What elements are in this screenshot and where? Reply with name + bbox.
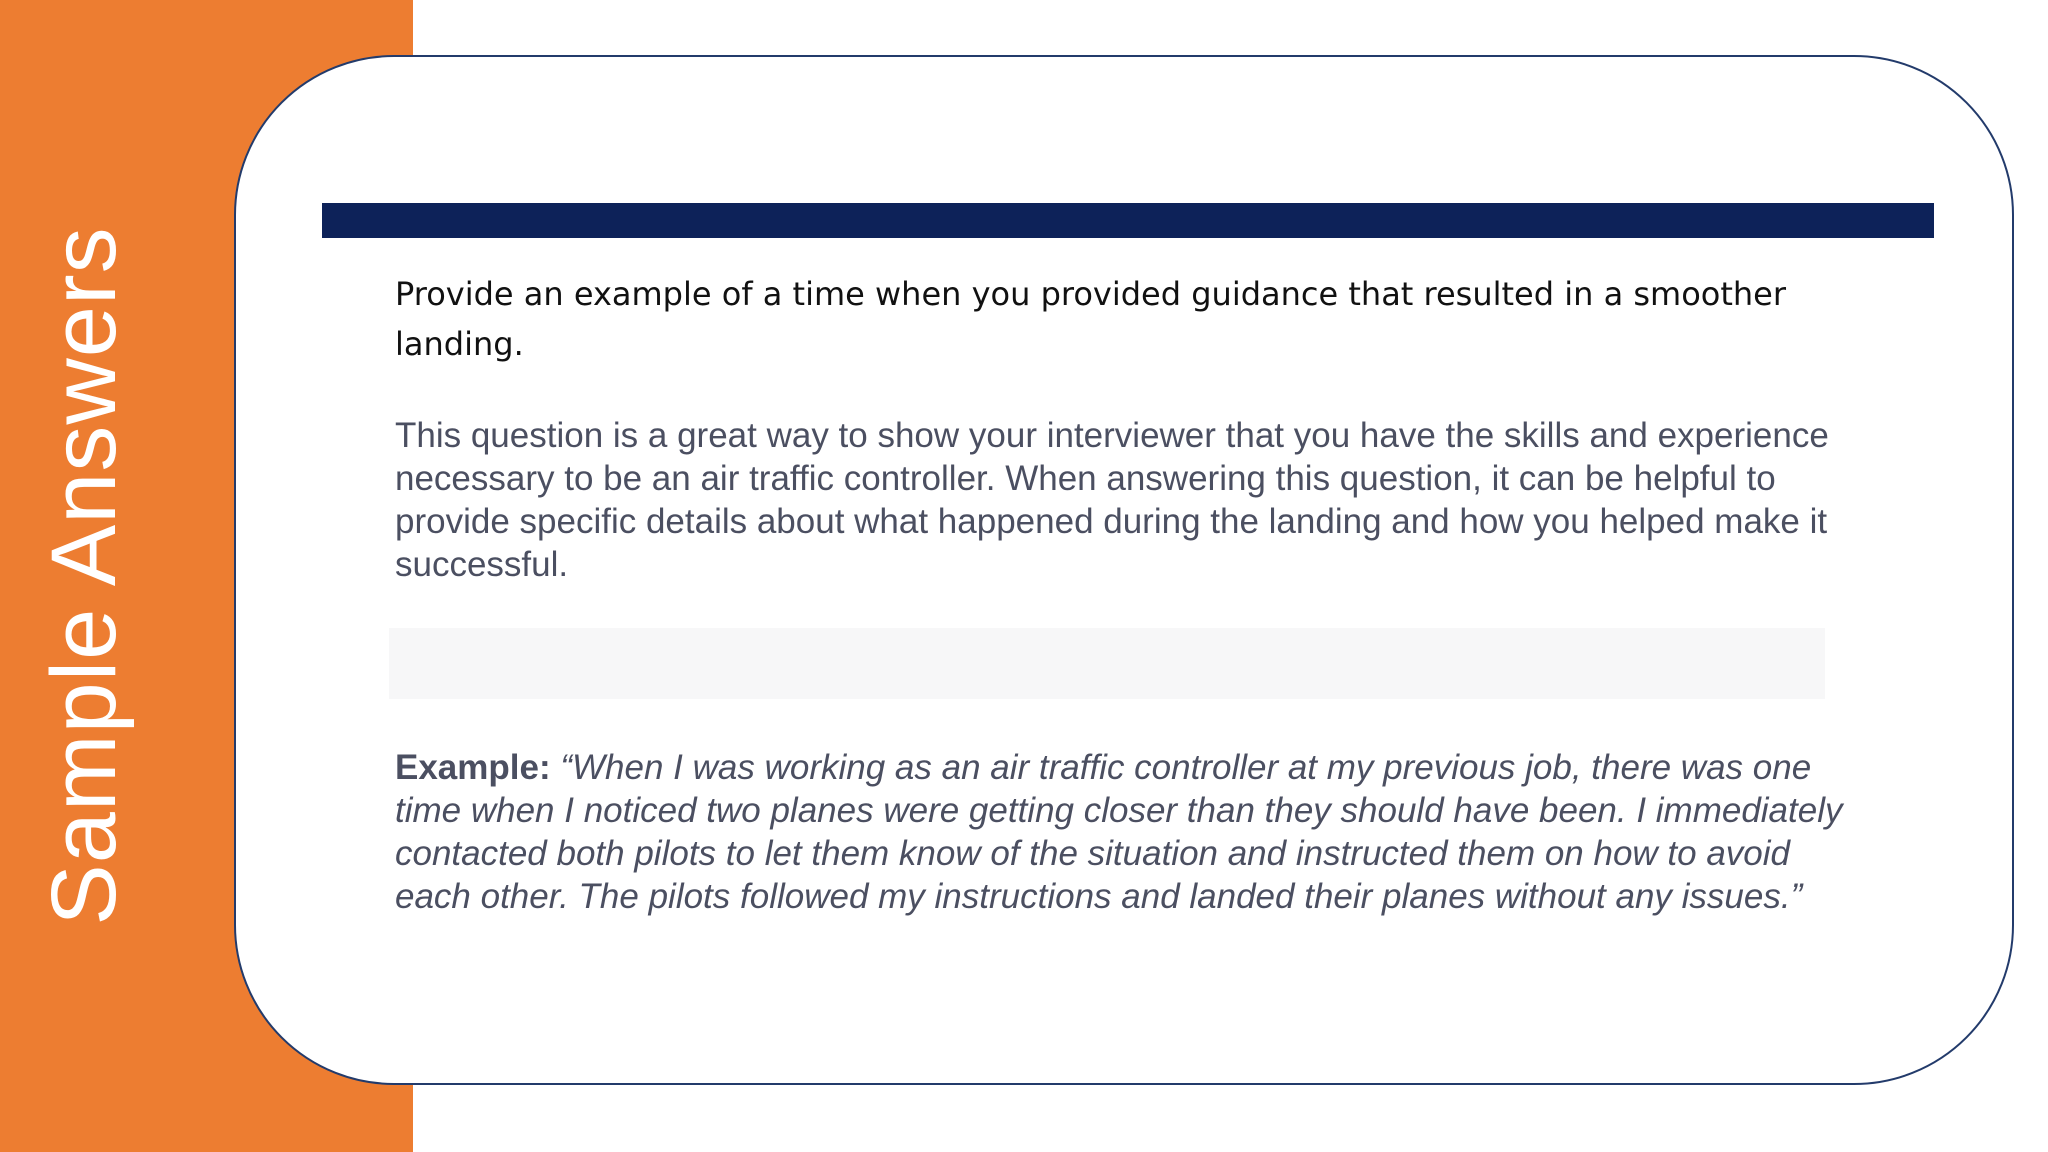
example-quote: “When I was working as an air traffic controller at my previous job, there was one time when I noticed two planes were getting closer than they should have been. I immediately contacted both pilots to let them know of the situation and instructed them on how to avoid each other. The pilots followed my instructions and landed their planes without any issues.” (395, 748, 1843, 916)
answer-guidance: This question is a great way to show your interviewer that you have the skills and experience necessary to be an air traffic controller. When answering this question, it can be helpful to provide specific details about what happened during the landing and how you helped make it successful. (395, 416, 1829, 584)
interview-question: Provide an example of a time when you provided guidance that resulted in a smoother landing. (395, 275, 1787, 363)
side-title: Sample Answers (33, 226, 135, 926)
blank-strip (389, 628, 1825, 699)
header-bar (322, 203, 1934, 238)
example-answer (395, 746, 1875, 918)
content-card (234, 55, 2014, 1085)
example-label: Example: (395, 748, 551, 787)
